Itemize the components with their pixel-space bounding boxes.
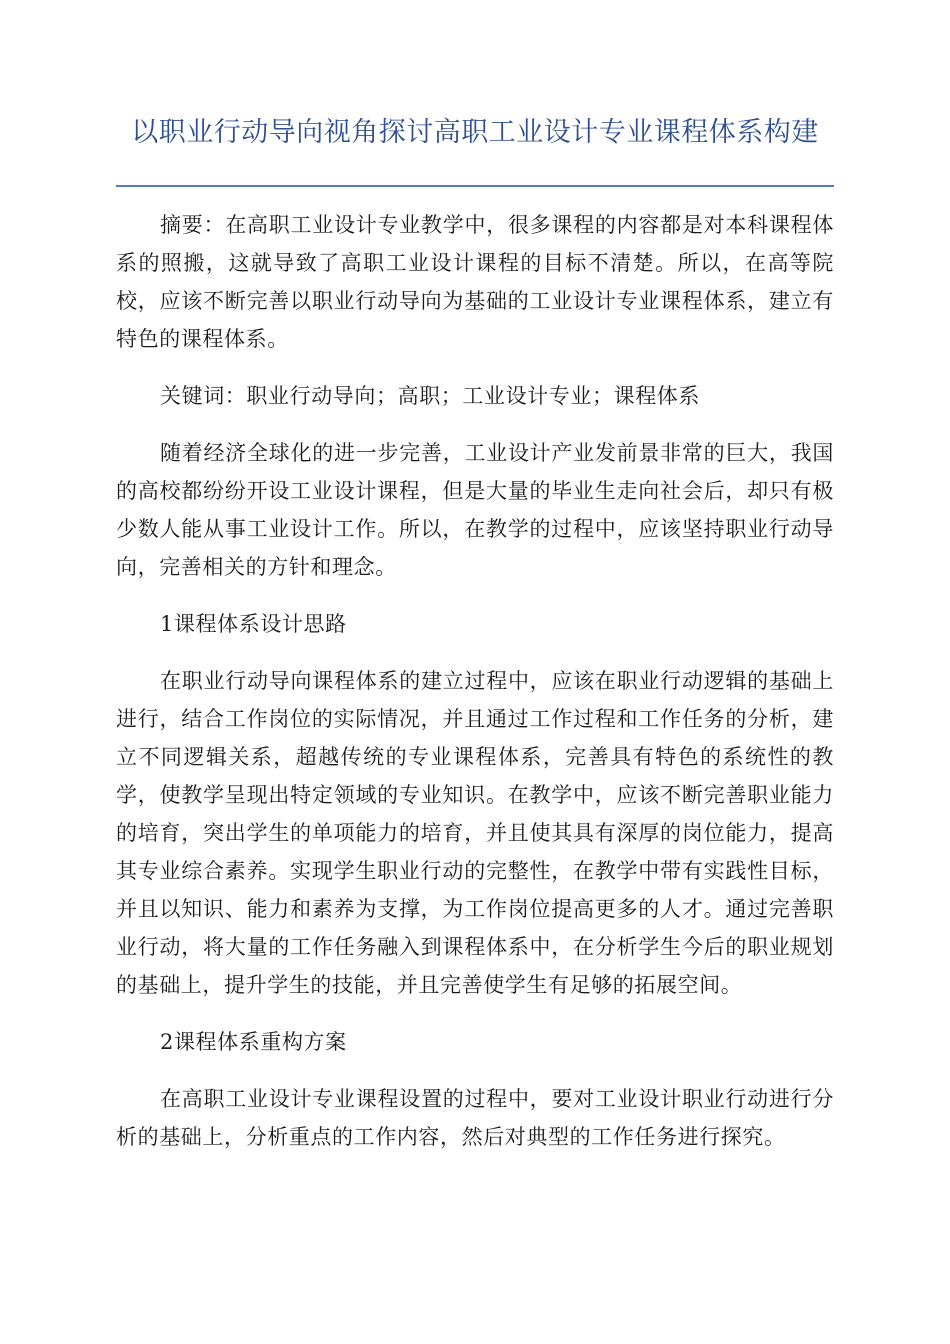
keywords-paragraph: 关键词：职业行动导向；高职；工业设计专业；课程体系: [160, 384, 700, 408]
document-title: 以职业行动导向视角探讨高职工业设计专业课程体系构建: [131, 117, 819, 148]
document-body: [116, 206, 834, 1175]
section-2-paragraph: 在高职工业设计专业课程设置的过程中，要对工业设计职业行动进行分析的基础上，分析重点的工作内容，然后对典型的工作任务进行探究。: [116, 1087, 834, 1149]
title-underline: [116, 185, 834, 187]
intro-paragraph: 随着经济全球化的进一步完善，工业设计产业发前景非常的巨大，我国的高校都纷纷开设工业设计课程，但是大量的毕业生走向社会后，却只有极少数人能从事工业设计工作。所以，在教学的过程中，应该坚持职业行动导向，完善相关的方针和理念。: [116, 441, 834, 579]
section-heading-1: 1课程体系设计思路: [160, 612, 347, 636]
section-heading-2: 2课程体系重构方案: [160, 1030, 347, 1054]
section-1-paragraph: 在职业行动导向课程体系的建立过程中，应该在职业行动逻辑的基础上进行，结合工作岗位的实际情况，并且通过工作过程和工作任务的分析，建立不同逻辑关系，超越传统的专业课程体系，完善具有特色的系统性的教学，使教学呈现出特定领域的专业知识。在教学中，应该不断完善职业能力的培育，突出学生的单项能力的培育，并且使其具有深厚的岗位能力，提高其专业综合素养。实现学生职业行动的完整性，在教学中带有实践性目标，并且以知识、能力和素养为支撑，为工作岗位提高更多的人才。通过完善职业行动，将大量的工作任务融入到课程体系中，在分析学生今后的职业规划的基础上，提升学生的技能，并且完善使学生有足够的拓展空间。: [116, 669, 834, 997]
abstract-paragraph: 摘要：在高职工业设计专业教学中，很多课程的内容都是对本科课程体系的照搬，这就导致了高职工业设计课程的目标不清楚。所以，在高等院校，应该不断完善以职业行动导向为基础的工业设计专业课程体系，建立有特色的课程体系。: [116, 213, 834, 351]
